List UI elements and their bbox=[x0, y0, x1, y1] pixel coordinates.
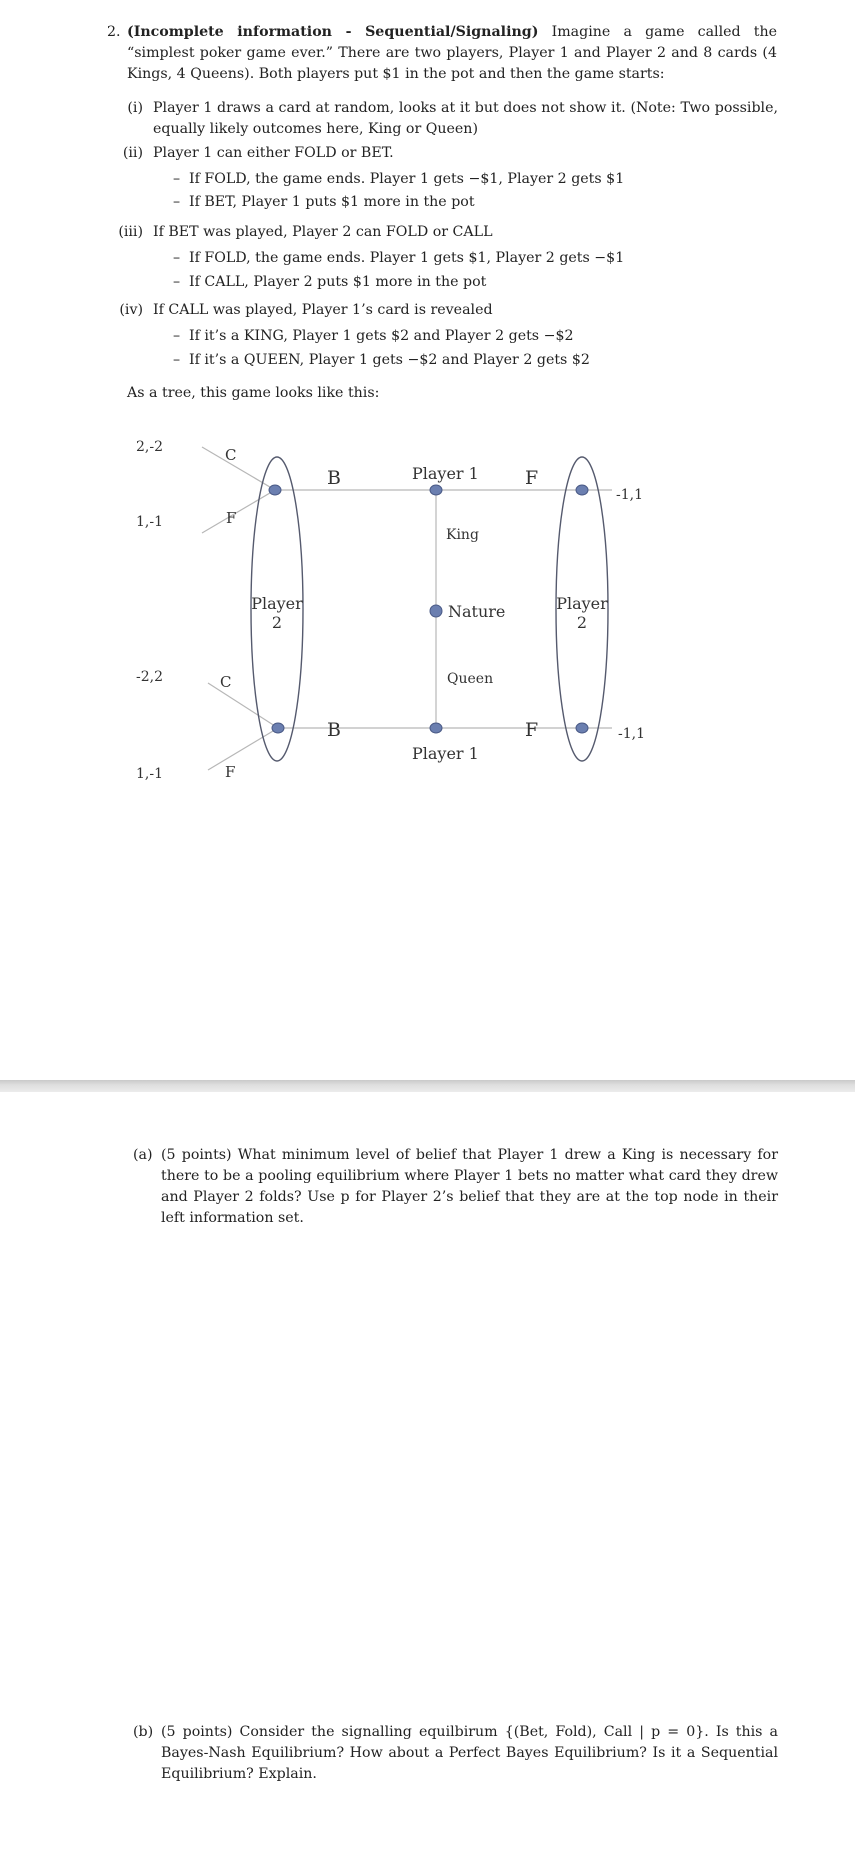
label-bet-top: B bbox=[327, 467, 341, 489]
label-nature: Nature bbox=[448, 602, 506, 621]
step-text: If BET was played, Player 2 can FOLD or CALL bbox=[153, 224, 493, 240]
node-p2-right-bottom bbox=[576, 723, 588, 733]
payoff-bottom-call: -2,2 bbox=[136, 669, 163, 685]
payoff-fold-top: -1,1 bbox=[616, 487, 643, 503]
edge-call-top bbox=[202, 447, 275, 490]
label-fold-bottom: F bbox=[225, 763, 236, 781]
node-p2-top bbox=[269, 485, 281, 495]
label-player2-right-line1: Player bbox=[556, 594, 608, 613]
step-label: (ii) bbox=[122, 145, 143, 161]
payoff-bottom-fold: 1,-1 bbox=[136, 766, 163, 782]
edge-fold-top bbox=[202, 490, 275, 533]
tree-caption: As a tree, this game looks like this: bbox=[127, 385, 380, 401]
bullet-dash: – bbox=[173, 352, 181, 368]
question-number: 2. bbox=[107, 24, 121, 40]
label-call-top: C bbox=[225, 446, 237, 464]
question-title: (Incomplete information - Sequential/Signaling) bbox=[127, 24, 539, 40]
edge-call-bottom bbox=[208, 683, 278, 728]
step-iv-king: If it’s a KING, Player 1 gets $2 and Player 2 gets −$2 bbox=[189, 328, 574, 344]
node-p1-bottom bbox=[430, 723, 442, 733]
label-king: King bbox=[446, 527, 479, 543]
step-text: If CALL was played, Player 1’s card is revealed bbox=[153, 302, 493, 318]
label-player2-left-line1: Player bbox=[251, 594, 303, 613]
step-label: (i) bbox=[127, 100, 143, 116]
step-label: (iii) bbox=[118, 224, 143, 240]
payoff-top-fold: 1,-1 bbox=[136, 514, 163, 530]
label-fold-top: F bbox=[226, 509, 237, 527]
step-ii-bet: If BET, Player 1 puts $1 more in the pot bbox=[189, 194, 475, 210]
label-queen: Queen bbox=[447, 671, 494, 687]
label-p1-fold-top: F bbox=[525, 467, 539, 489]
step-text: Player 1 can either FOLD or BET. bbox=[153, 145, 394, 161]
bullet-dash: – bbox=[173, 250, 181, 266]
node-p1-top bbox=[430, 485, 442, 495]
step-iii-fold: If FOLD, the game ends. Player 1 gets $1, Player 2 gets −$1 bbox=[189, 250, 625, 266]
label-bet-bottom: B bbox=[327, 719, 341, 741]
node-p2-bottom bbox=[272, 723, 284, 733]
page-2 bbox=[0, 1092, 855, 1862]
payoff-fold-bottom: -1,1 bbox=[618, 726, 645, 742]
step-label: (iv) bbox=[119, 302, 143, 318]
step-iv-queen: If it’s a QUEEN, Player 1 gets −$2 and Player 2 gets $2 bbox=[189, 352, 590, 368]
page-divider bbox=[0, 1080, 855, 1092]
node-p2-right-top bbox=[576, 485, 588, 495]
bullet-dash: – bbox=[173, 194, 181, 210]
part-b-text: (5 points) Consider the signalling equilbirum {(Bet, Fold), Call | p = 0}. Is this a Bayes-Nash Equilibrium? How about a Perfect Bayes Equilibrium? Is it a Sequential Equilibrium? Explain. bbox=[161, 1724, 778, 1782]
node-nature bbox=[430, 605, 442, 617]
label-player2-right-line2: 2 bbox=[576, 613, 588, 632]
bullet-dash: – bbox=[173, 171, 181, 187]
question-intro-text: Imagine a game called the “simplest poker game ever.” There are two players, Player 1 and Player 2 and 8 cards (4 Kings, 4 Queens). Both players put $1 in the pot and then the game starts: bbox=[127, 24, 778, 82]
label-call-bottom: C bbox=[220, 673, 232, 691]
step-ii-fold: If FOLD, the game ends. Player 1 gets −$1, Player 2 gets $1 bbox=[189, 171, 625, 187]
label-player1-top: Player 1 bbox=[412, 464, 479, 483]
game-tree-diagram bbox=[136, 425, 670, 785]
part-a-label: (a) bbox=[133, 1147, 153, 1163]
payoff-top-call: 2,-2 bbox=[136, 439, 163, 455]
label-player1-bottom: Player 1 bbox=[412, 744, 479, 763]
bullet-dash: – bbox=[173, 274, 181, 290]
label-player2-left-line2: 2 bbox=[271, 613, 283, 632]
step-iii-call: If CALL, Player 2 puts $1 more in the pot bbox=[189, 274, 487, 290]
bullet-dash: – bbox=[173, 328, 181, 344]
label-p1-fold-bottom: F bbox=[525, 719, 539, 741]
step-text: Player 1 draws a card at random, looks at it but does not show it. (Note: Two possible, equally likely outcomes here, King or Queen) bbox=[153, 100, 778, 137]
part-b-label: (b) bbox=[133, 1724, 154, 1740]
part-a-text: (5 points) What minimum level of belief that Player 1 drew a King is necessary for there to be a pooling equilibrium where Player 1 bets no matter what card they drew and Player 2 folds? Use p for Player 2’s belief that they are at the top node in their left information set. bbox=[161, 1147, 778, 1226]
question-intro bbox=[127, 22, 777, 85]
